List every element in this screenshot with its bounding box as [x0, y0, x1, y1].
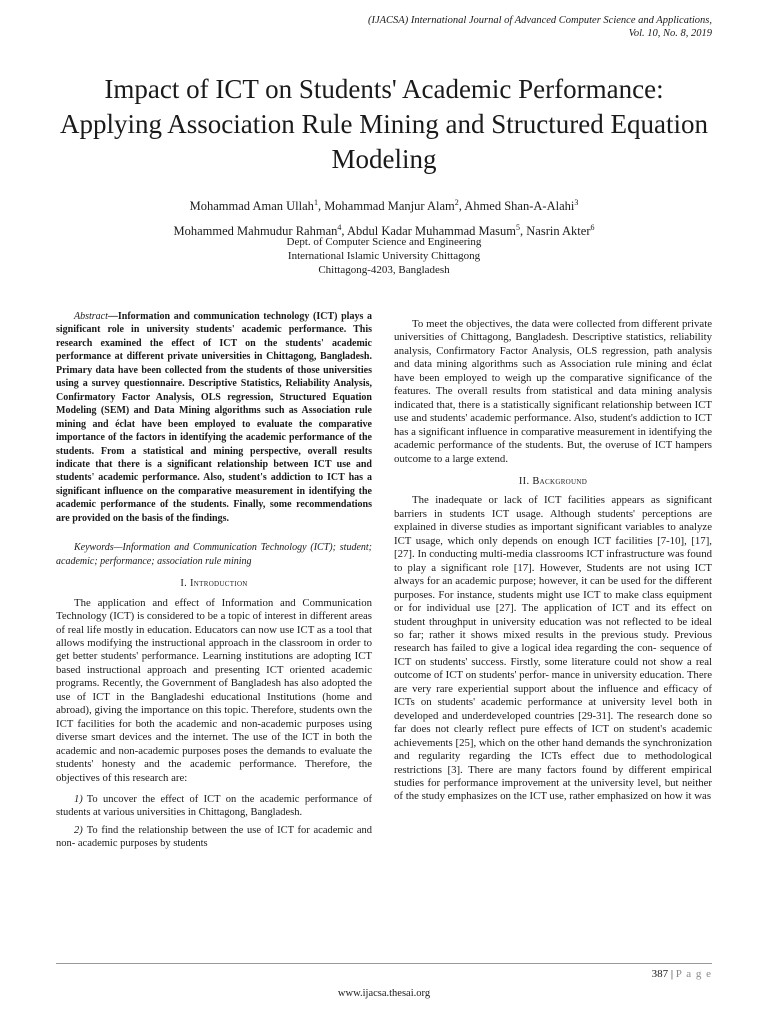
author-name: Mohammed Mahmudur Rahman: [173, 224, 338, 239]
section-title-text: Introduction: [190, 578, 248, 590]
author-name: Mohammad Aman Ullah: [189, 199, 314, 214]
abstract-text: —Information and communication technology (ICT) plays a significant role in university students' academic performance. This research examined the effect of ICT on the students' academic performance at different private universities in Chittagong, Bangladesh. Primary data have been collected from the students of those universities using a survey questionnaire. Descriptive Statistics, Reliability Analysis, Confirmatory Factor Analysis, OLS regression, Structured Equation Modeling (SEM) and Data Mining algorithms such as Association rule mining and éclat have been employed to evaluate the comparative importance of the factors in identifying the academic performance of the students. From a statistical and mining perspective, overall results indicate that there is a significant relationship between ICT use and students' academic performance. Also, student's addiction to ICT has a significant influence on the comparative measurement in identifying the academic performance of the students. Finally, some recommendations are provided on the basis of the findings.: [56, 311, 372, 524]
author-index: 5: [516, 223, 521, 233]
author-name: Nasrin Akter: [526, 224, 591, 239]
journal-website: www.ijacsa.thesai.org: [337, 988, 431, 999]
journal-header: [368, 14, 712, 40]
section-heading-introduction: [56, 577, 372, 590]
author-index: 1: [313, 198, 318, 207]
author-index: 2: [454, 198, 459, 207]
background-paragraph: The inadequate or lack of ICT facilities appears as significant barriers in students ICT usage. Although students' perceptions are explained in diverse studies as important significant variables to analyze ICT usage, which only depends on enough ICT facilities [7-10], [17], [27]. In conducting multi-media classrooms ICT infrastructure was found to play a significant role [17]. However, Students are not using ICT always for an academic purpose; however, it can be used for the different purposes. For instance, students might use ICT to make class equipment or for individual use [27]. The application of ICT and its effect on student throughput in university education was not reflected to be ideal so far; rather it shows mixed results in the previous study. Previous research has failed to give a logical idea regarding the con- sequence of ICT on students' success. Firstly, some literature could not show a real outcome of ICT on students' perfor- mance in university education. There are very rare experiential support about the influence and efficacy of ICTs on students' academic performance at university level both in developed and underdeveloped countries [29-31]. The research done so far does not clearly reflect pure effects of ICT on student's academic achievements [25], which on the other hand demands the synchronization and regularity regarding the ICTs effect due to methodological restrictions [3]. There are many factors found by different empirical studies for performance improvement at the university level, but neither of the study emphasizes on the ICT use, rather emphasized on how it was: [394, 494, 712, 803]
introduction-paragraph: The application and effect of Information and Communication Technology (ICT) is considered to be a topic of interest in different areas of real life mostly in education. Educators can now use ICT as a tool that allows modifying the instructional approach in the classroom in order to get better students' performance. Learning institutions are adopting ICT based instructional approach and presenting ICT oriented academic programs. Recently, the Government of Bangladesh has also adopted the use of ICT in the Bangladeshi educational Institutions (home and abroad), giving the importance on this topic. Therefore, students own the ICT facilities for both the academic and non-academic purposes using diverse smart devices and the internet. The use of the ICT in both the academic and non-academic purposes poses the demands to evaluate the students' honesty and the academic performance. Therefore, the objectives of this research are:: [56, 596, 372, 784]
author-line-2: Mohammed Mahmudur Rahman$^4$, Abdul Kadar Muhammad Masum$^5$, Nasrin Akter$^6$: [173, 223, 595, 239]
paper-title: Impact of ICT on Students' Academic Performance: Applying Association Rule Mining and Structured Equation Modeling: [60, 74, 708, 174]
journal-volume: Vol. 10, No. 8, 2019: [628, 28, 712, 39]
author-index: 3: [574, 198, 579, 207]
author-name: Mohammad Manjur Alam: [324, 199, 455, 214]
objective-item-1: [56, 793, 372, 820]
item-number: 1): [74, 793, 83, 805]
section-heading-background: [394, 475, 712, 488]
objective-item-2: [56, 824, 372, 851]
section-number: II.: [518, 475, 530, 487]
page-number: [652, 968, 712, 980]
keywords: Keywords—Information and Communication Technology (ICT); student; academic; performance; association rule mining: [56, 542, 372, 567]
page-label: P a g e: [675, 968, 712, 980]
left-column: [56, 310, 372, 851]
abstract-label: Abstract: [74, 311, 108, 322]
author-index: 6: [590, 223, 595, 233]
affiliation-university: International Islamic University Chittagong: [287, 250, 481, 262]
affiliation: [140, 235, 628, 277]
author-index: 4: [337, 223, 342, 233]
section-number: I.: [180, 578, 188, 590]
abstract: [56, 310, 372, 525]
journal-name: (IJACSA) International Journal of Advanced Computer Science and Applications,: [367, 15, 712, 26]
page-number-value: 387: [651, 968, 669, 980]
item-text: To find the relationship between the use of ICT for academic and non- academic purposes by students: [56, 824, 372, 850]
page-separator: |: [670, 968, 674, 980]
affiliation-city: Chittagong-4203, Bangladesh: [318, 264, 450, 276]
affiliation-dept: Dept. of Computer Science and Engineering: [286, 236, 482, 248]
item-number: 2): [74, 824, 83, 836]
objectives-method-paragraph: To meet the objectives, the data were collected from different private universities of Chittagong, Bangladesh. Descriptive statistics, reliability analysis, Confirmatory Factor Analysis, OLS regression, path analysis and data mining algorithms such as Association rule mining and éclat have been employed to weigh up the comparative significance of the features. The overall results from statistical and data mining analysis indicated that, there is a statistically significant relationship between ICT use and students' academic performance. Also, student's addiction to ICT has a significant influence in comparative measurement in identifying the academic performance of the students. But, the overuse of ICT hampers outcome to a large extend.: [394, 318, 712, 465]
section-title-text: Background: [532, 475, 588, 487]
author-name: Ahmed Shan-A-Alahi: [464, 199, 575, 214]
right-column: [394, 318, 712, 804]
author-name: Abdul Kadar Muhammad Masum: [346, 224, 517, 239]
item-text: To uncover the effect of ICT on the academic performance of students at various universities in Chittagong, Bangladesh.: [56, 793, 372, 819]
author-line-1: Mohammad Aman Ullah$^1$, Mohammad Manjur Alam$^2$, Ahmed Shan-A-Alahi$^3$: [189, 198, 579, 214]
footer-divider: [56, 963, 712, 964]
